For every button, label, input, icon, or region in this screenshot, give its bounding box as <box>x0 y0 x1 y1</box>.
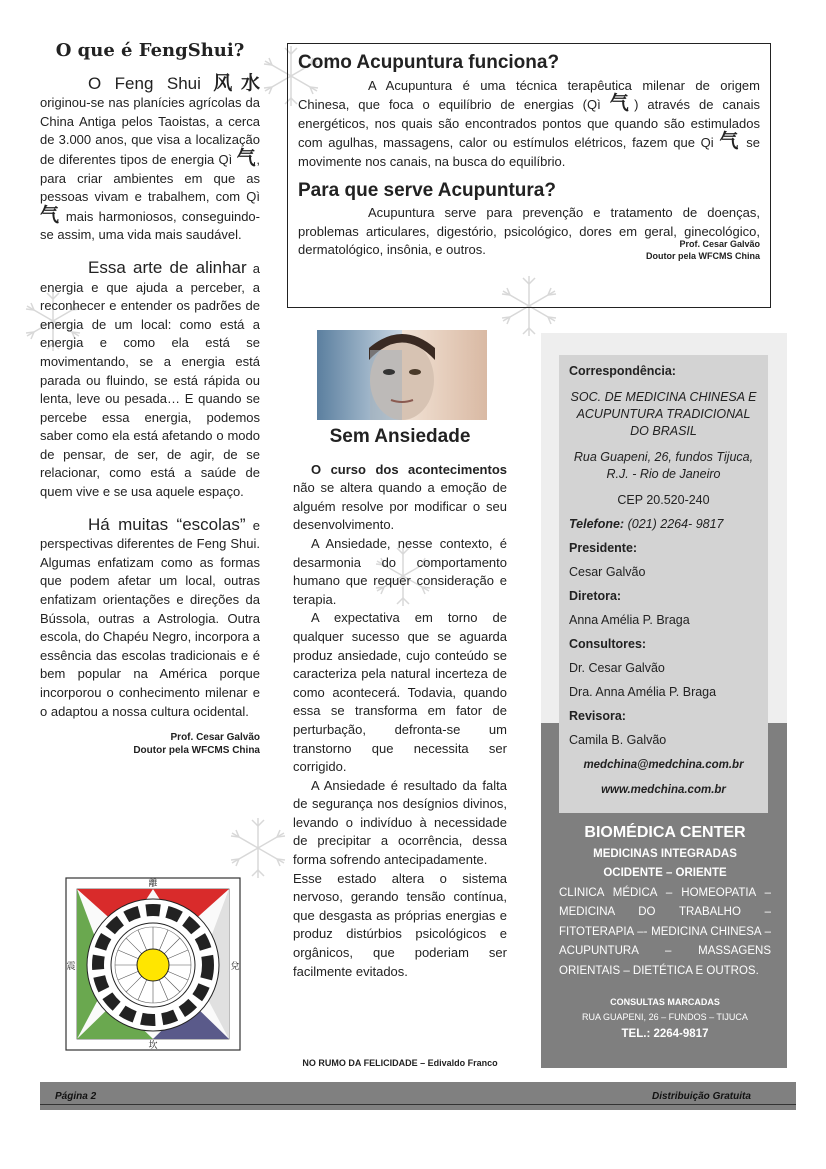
ansiedade-text: A Ansiedade, nesse contexto, é desarmonia do comportamento humano que requer consideração e terapia. <box>293 535 507 607</box>
page-number: Página 2 <box>55 1091 97 1102</box>
revisora-name: Camila B. Galvão <box>569 733 667 747</box>
biomedica-subtitle: MEDICINAS INTEGRADAS <box>593 847 737 860</box>
ansiedade-text: A Ansiedade é resultado da falta de segurança nos desígnios divinos, levando o indivíduo à necessidade de precipitar a ocorrência, dessa forma sofrendo antecipadamente. <box>293 777 507 868</box>
ansiedade-lead: O curso dos acontecimentos <box>311 461 507 477</box>
fengshui-text: mais harmoniosos, conseguindo-se assim, uma vida mais saudável. <box>40 208 260 243</box>
acupuntura-box <box>287 43 771 308</box>
ansiedade-text: Esse estado altera o sistema nervoso, gerando tensão contínua, que desgasta as próprias energias e produz distúrbios psicológicos e orgânicos, que poderiam ser facilmente evitados. <box>293 870 507 979</box>
correspondencia-label: Correspondência: <box>569 364 676 378</box>
signature-name: Prof. Cesar Galvão <box>170 732 260 744</box>
phone-line <box>569 516 758 533</box>
revisora-label: Revisora: <box>569 709 626 723</box>
website-link[interactable]: www.medchina.com.br <box>601 784 726 796</box>
signature-title: Doutor pela WFCMS China <box>133 745 260 757</box>
ansiedade-credit: NO RUMO DA FELICIDADE – Edivaldo Franco <box>302 1058 498 1068</box>
biomedica-services: CLINICA MÉDICA – HOMEOPATIA – MEDICINA DO TRABALHO – FITOTERAPIA –- MEDICINA CHINESA – ACUPUNTURA – MASSAGENS ORIENTAIS – DIETÉTICA E OUTROS. <box>559 886 771 977</box>
distribution-note: Distribuição Gratuita <box>652 1091 751 1102</box>
snowflake-decoration <box>229 812 287 884</box>
svg-text:離: 離 <box>148 879 158 889</box>
acupuntura-text: A Acupuntura é uma técnica terapêutica milenar de origem Chinesa, que foca o equilíbrio de energias (Qì <box>298 77 760 113</box>
qi-glyph: 气 <box>609 93 635 115</box>
qi-glyph: 气 <box>719 131 741 153</box>
ansiedade-paragraph-4 <box>293 777 507 870</box>
svg-text:兌: 兌 <box>230 962 240 972</box>
acupuntura-paragraph-1 <box>298 77 760 172</box>
fengshui-text: originou-se nas planícies agrícolas da China Antiga pelos Taoistas, a cerca de 3.000 anos, que visa a localização de diferentes tipos de energia Qì <box>40 95 260 167</box>
svg-text:坎: 坎 <box>148 1041 158 1051</box>
consultor-name: Dra. Anna Amélia P. Braga <box>569 685 717 699</box>
fengshui-signature <box>40 731 260 757</box>
presidente-label: Presidente: <box>569 541 638 555</box>
face-photo <box>317 330 487 420</box>
fengshui-text: a energia e que ajuda a perceber, a reconhecer e entender os padrões de energia de um local: como está a energia e como ela está se movimentando, se a energia está parada ou fluindo, se está rápida ou lenta, leve ou pesada… E quando se percebe essa energia, podemos saber como ela está afetando o modo de pensar, de ser, de agir, de se relacionar, como está a saúde de quem vive e se usa aquele espaço. <box>40 260 260 500</box>
fengshui-paragraph-3 <box>40 516 260 722</box>
organization-name: SOC. DE MEDICINA CHINESA E ACUPUNTURA TRADICIONAL DO BRASIL <box>570 390 757 438</box>
phone-number: (021) 2264- 9817 <box>627 517 724 531</box>
fengshui-title: O que é FengShui? <box>55 40 245 61</box>
ansiedade-text: não se altera quando a emoção de alguém resolve por modificar o seu desenvolvimento. <box>293 480 507 533</box>
biomedica-subtitle: OCIDENTE – ORIENTE <box>603 867 727 879</box>
correspondencia-box <box>559 355 768 813</box>
ansiedade-title: Sem Ansiedade <box>329 426 471 447</box>
ansiedade-paragraph-5 <box>293 870 507 982</box>
biomedica-title: BIOMÉDICA CENTER <box>584 824 746 841</box>
ansiedade-paragraph-2 <box>293 535 507 609</box>
phone-label: Telefone: <box>569 517 625 531</box>
acupuntura-subtitle: Para que serve Acupuntura? <box>298 179 556 201</box>
fengshui-paragraph-1 <box>40 72 260 245</box>
fengshui-article <box>40 42 260 757</box>
biomedica-address: RUA GUAPENI, 26 – FUNDOS – TIJUCA <box>582 1012 748 1022</box>
ansiedade-paragraph-3 <box>293 609 507 776</box>
consultor-name: Dr. Cesar Galvão <box>569 661 665 675</box>
ansiedade-article <box>293 428 507 981</box>
bagua-compass-image <box>65 877 241 1051</box>
diretora-name: Anna Amélia P. Braga <box>569 613 690 627</box>
acupuntura-text: ) através de canais energéticos, nos quais são encontrados pontos que quando são estimulados com agulhas, massagens, calor ou estímulos elétricos, fazem que Qi <box>298 97 760 151</box>
footer-divider <box>40 1104 796 1105</box>
ansiedade-paragraph-1 <box>293 461 507 535</box>
fengshui-cjk: 风水 <box>213 72 260 94</box>
fengshui-text: e perspectivas diferentes de Feng Shui. Algumas enfatizam como as formas que podem afetar um local, outras enfatizam orientações e direções da Bússola, outras a Astrologia. Outra escola, do Chapéu Negro, incorpora a essência das escolas tradicionais e é bem popular na América porque incorporou o conhecimento milenar e o adaptou a nossa cultura ocidental. <box>40 517 260 719</box>
biomedica-consultas: CONSULTAS MARCADAS <box>610 997 720 1007</box>
qi-glyph: 气 <box>236 147 257 169</box>
fengshui-paragraph-2 <box>40 259 260 502</box>
signature-title: Doutor pela WFCMS China <box>646 250 760 261</box>
postal-code: CEP 20.520-240 <box>617 493 710 507</box>
email-link[interactable]: medchina@medchina.com.br <box>583 759 744 771</box>
fengshui-lead: Há muitas “escolas” <box>88 514 246 534</box>
biomedica-ad <box>559 823 771 1045</box>
svg-text:震: 震 <box>66 962 76 972</box>
fengshui-text: , para criar ambientes em que as pessoas vivam e trabalhem, com Qì <box>40 151 260 205</box>
fengshui-lead: O Feng Shui <box>88 73 201 93</box>
postal-address: Rua Guapeni, 26, fundos Tijuca, R.J. - Rio de Janeiro <box>573 450 754 481</box>
acupuntura-text: Acupuntura serve para prevenção e tratamento de doenças, problemas articulares, digestório, psicológico, dores em geral, ginecológico, dermatológico, insônia, e outros. <box>298 205 760 258</box>
ansiedade-text: A expectativa em torno de qualquer sucesso que se aguarda produz ansiedade, cujo conteúdo se caracteriza pela natural incerteza de como acontecerá. Todavia, quando essa se transforma em fator de perturbação, defronta-se um transtorno que necessita ser corrigido. <box>293 610 507 775</box>
diretora-label: Diretora: <box>569 589 622 603</box>
signature-name: Prof. Cesar Galvão <box>679 238 760 249</box>
acupuntura-title: Como Acupuntura funciona? <box>298 52 560 73</box>
qi-glyph: 气 <box>40 204 61 226</box>
consultores-label: Consultores: <box>569 637 647 651</box>
acupuntura-text: se movimente nos canais, na busca do equilíbrio. <box>298 135 760 169</box>
fengshui-lead: Essa arte de alinhar <box>88 257 247 277</box>
biomedica-phone: TEL.: 2264-9817 <box>621 1028 709 1040</box>
presidente-name: Cesar Galvão <box>569 565 646 579</box>
